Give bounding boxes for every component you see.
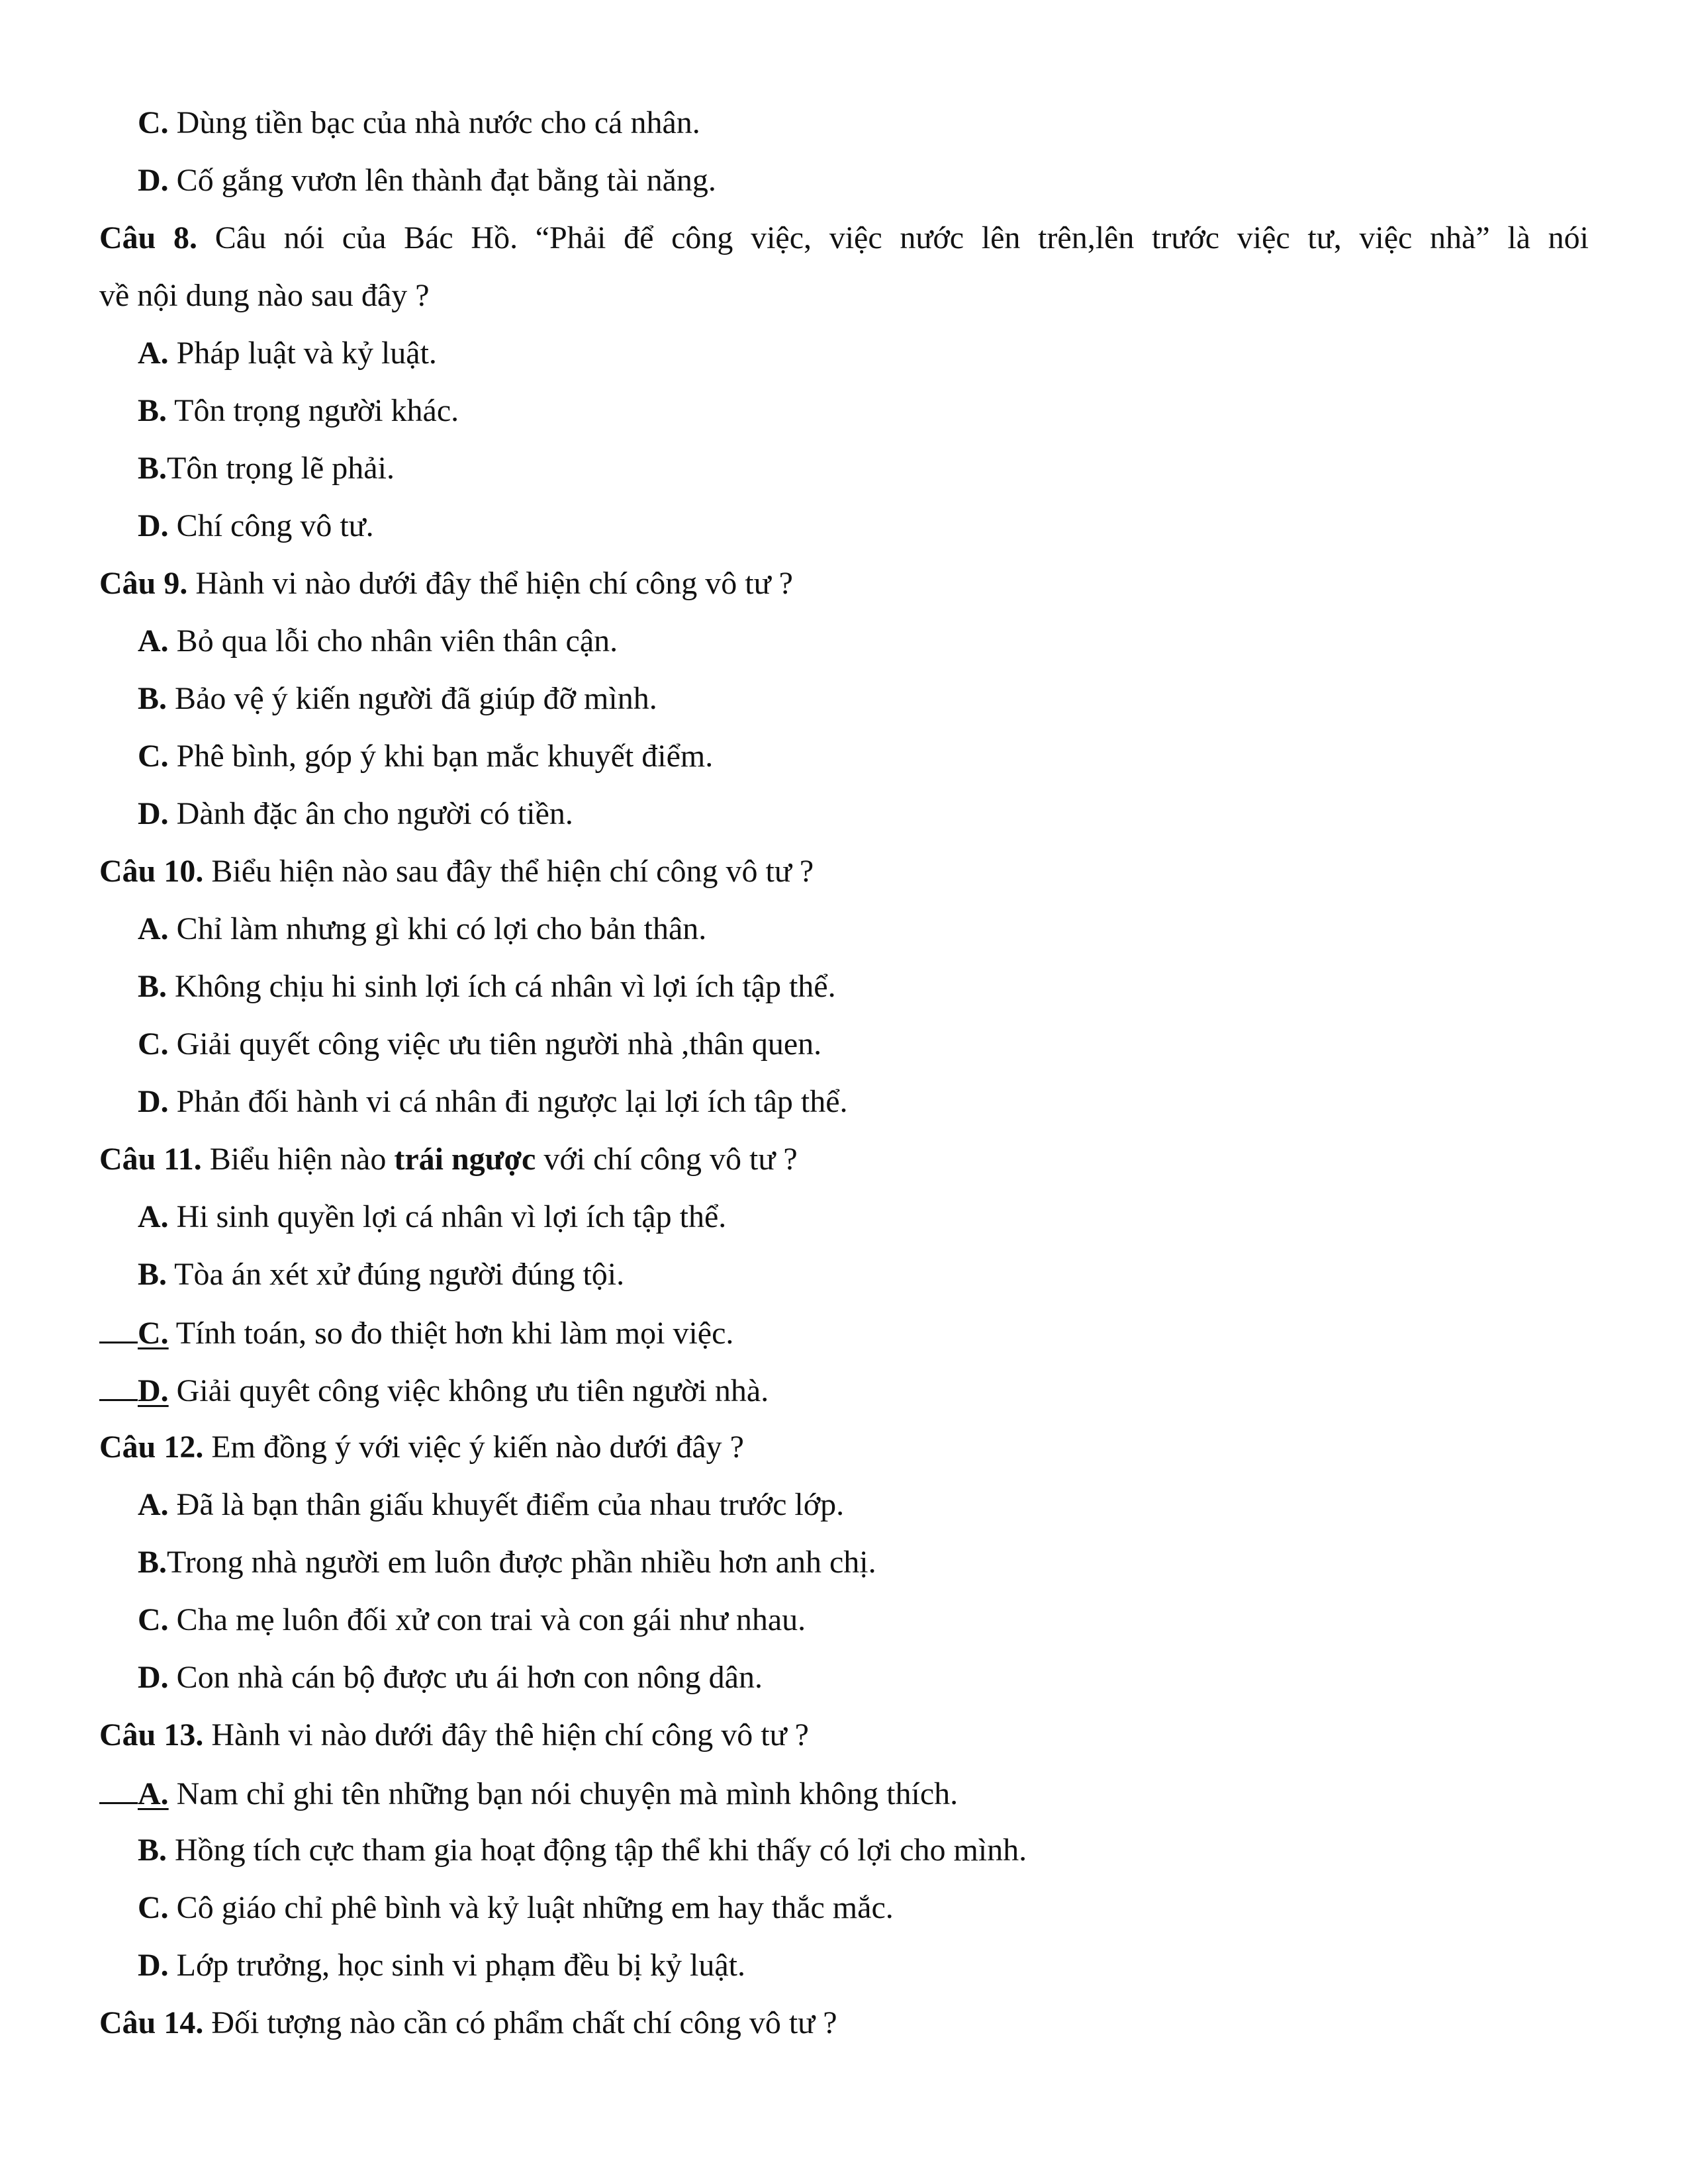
option-letter: A. — [138, 1487, 169, 1522]
option-letter: B. — [138, 969, 167, 1004]
question-10 — [99, 852, 814, 891]
option-text: Hồng tích cực tham gia hoạt động tập thể khi thấy có lợi cho mình. — [167, 1833, 1027, 1868]
option-letter: B. — [138, 1257, 167, 1292]
option-q9-b — [138, 679, 657, 719]
option-text: Tính toán, so đo thiệt hơn khi làm mọi việc. — [168, 1316, 734, 1351]
option-text: Lớp trưởng, học sinh vi phạm đều bị kỷ luật. — [168, 1948, 746, 1983]
option-letter: A. — [138, 911, 169, 946]
option-text: Dùng tiền bạc của nhà nước cho cá nhân. — [168, 105, 700, 140]
question-text-after: với chí công vô tư ? — [536, 1142, 798, 1177]
option-letter: D. — [138, 1373, 169, 1408]
option-text: Phê bình, góp ý khi bạn mắc khuyết điểm. — [168, 739, 714, 774]
option-letter: B. — [138, 1833, 167, 1868]
option-q10-c — [138, 1024, 821, 1064]
option-letter: D. — [138, 1948, 169, 1983]
option-text: Cha mẹ luôn đối xử con trai và con gái như nhau. — [168, 1602, 806, 1637]
question-text: Câu nói của Bác Hồ. “Phải để công việc, việc nước lên trên,lên trước việc tư, việc nhà” là nói — [197, 220, 1589, 255]
option-q7-d — [138, 161, 716, 201]
option-text: Bỏ qua lỗi cho nhân viên thân cận. — [168, 623, 618, 659]
option-letter: D. — [138, 1660, 169, 1695]
question-14 — [99, 2003, 837, 2043]
option-text: Trong nhà người em luôn được phần nhiều hơn anh chị. — [167, 1545, 876, 1580]
option-text: Pháp luật và kỷ luật. — [168, 336, 437, 371]
option-text: Cố gắng vươn lên thành đạt bằng tài năng. — [168, 163, 716, 198]
option-letter: D. — [138, 508, 169, 543]
option-letter: B. — [138, 451, 167, 486]
option-q10-a — [138, 909, 706, 949]
option-letter: D. — [138, 1084, 169, 1119]
question-13 — [99, 1715, 809, 1755]
option-letter: C. — [138, 1890, 169, 1925]
option-q10-d — [138, 1082, 848, 1122]
option-q11-c — [99, 1312, 733, 1353]
option-q12-b — [138, 1543, 876, 1582]
option-q11-d — [99, 1370, 769, 1411]
question-12 — [99, 1428, 744, 1467]
option-letter: D. — [138, 163, 169, 198]
option-q9-d — [138, 794, 573, 834]
question-8 — [99, 218, 1589, 258]
option-letter: C. — [138, 739, 169, 774]
option-text: Không chịu hi sinh lợi ích cá nhân vì lợi ích tập thể. — [167, 969, 836, 1004]
option-q11-a — [138, 1197, 726, 1237]
question-label: Câu 12. — [99, 1430, 204, 1465]
answer-underline — [99, 1312, 138, 1343]
option-letter: A. — [138, 1199, 169, 1234]
option-letter: A. — [138, 336, 169, 371]
option-q9-a — [138, 621, 618, 661]
option-q8-b2 — [138, 449, 395, 488]
option-letter: B. — [138, 681, 167, 716]
option-text: Tòa án xét xử đúng người đúng tội. — [167, 1257, 625, 1292]
option-text: Tôn trọng lẽ phải. — [167, 451, 395, 486]
option-letter: A. — [138, 1776, 169, 1811]
question-label: Câu 10. — [99, 854, 204, 889]
option-text: Chỉ làm nhưng gì khi có lợi cho bản thân. — [168, 911, 707, 946]
question-text: Đối tượng nào cần có phẩm chất chí công vô tư ? — [203, 2005, 837, 2040]
option-text: Chí công vô tư. — [168, 508, 374, 543]
option-text: Tôn trọng người khác. — [167, 393, 459, 428]
option-q12-d — [138, 1658, 763, 1698]
question-8-continued — [99, 276, 430, 316]
question-text-continued: về nội dung nào sau đây ? — [99, 278, 430, 313]
option-q8-b — [138, 391, 459, 431]
option-letter: B. — [138, 1545, 167, 1580]
option-text: Cô giáo chỉ phê bình và kỷ luật những em hay thắc mắc. — [168, 1890, 894, 1925]
option-letter: C. — [138, 1316, 169, 1351]
question-label: Câu 9. — [99, 566, 188, 601]
option-text: Con nhà cán bộ được ưu ái hơn con nông dân. — [168, 1660, 763, 1695]
option-q13-c — [138, 1888, 894, 1928]
option-q7-c — [138, 103, 700, 143]
option-q12-c — [138, 1600, 806, 1640]
question-text: Hành vi nào dưới đây thể hiện chí công vô tư ? — [187, 566, 793, 601]
answer-underline — [99, 1370, 138, 1401]
option-text: Nam chỉ ghi tên những bạn nói chuyện mà mình không thích. — [168, 1776, 959, 1811]
question-text-emphasis: trái ngược — [394, 1142, 536, 1177]
option-q10-b — [138, 967, 836, 1007]
option-q13-d — [138, 1946, 745, 1985]
option-text: Bảo vệ ý kiến người đã giúp đỡ mình. — [167, 681, 657, 716]
option-q12-a — [138, 1485, 844, 1525]
option-letter: B. — [138, 393, 167, 428]
option-q9-c — [138, 737, 713, 776]
question-label: Câu 13. — [99, 1717, 204, 1752]
question-text: Em đồng ý với việc ý kiến nào dưới đây ? — [203, 1430, 744, 1465]
option-q8-a — [138, 334, 437, 373]
question-9 — [99, 564, 793, 604]
option-text: Phản đối hành vi cá nhân đi ngược lại lợi ích tâp thể. — [168, 1084, 848, 1119]
question-label: Câu 14. — [99, 2005, 204, 2040]
option-text: Hi sinh quyền lợi cá nhân vì lợi ích tập thể. — [168, 1199, 727, 1234]
option-q11-b — [138, 1255, 624, 1295]
option-text: Giải quyêt công việc không ưu tiên người nhà. — [168, 1373, 769, 1408]
option-q8-d — [138, 506, 374, 546]
option-letter: D. — [138, 796, 169, 831]
question-text: Biểu hiện nào sau đây thể hiện chí công vô tư ? — [203, 854, 814, 889]
option-text: Giải quyết công việc ưu tiên người nhà ,thân quen. — [168, 1026, 822, 1062]
option-letter: C. — [138, 1026, 169, 1062]
option-letter: C. — [138, 105, 169, 140]
option-text: Đã là bạn thân giấu khuyết điểm của nhau trước lớp. — [168, 1487, 845, 1522]
option-q13-b — [138, 1831, 1027, 1870]
question-label: Câu 11. — [99, 1142, 202, 1177]
answer-underline — [99, 1773, 138, 1804]
question-11 — [99, 1140, 798, 1179]
question-label: Câu 8. — [99, 220, 198, 255]
option-letter: A. — [138, 623, 169, 659]
option-letter: C. — [138, 1602, 169, 1637]
question-text-before: Biểu hiện nào — [201, 1142, 395, 1177]
option-q13-a — [99, 1773, 958, 1814]
question-text: Hành vi nào dưới đây thê hiện chí công vô tư ? — [203, 1717, 809, 1752]
option-text: Dành đặc ân cho người có tiền. — [168, 796, 573, 831]
